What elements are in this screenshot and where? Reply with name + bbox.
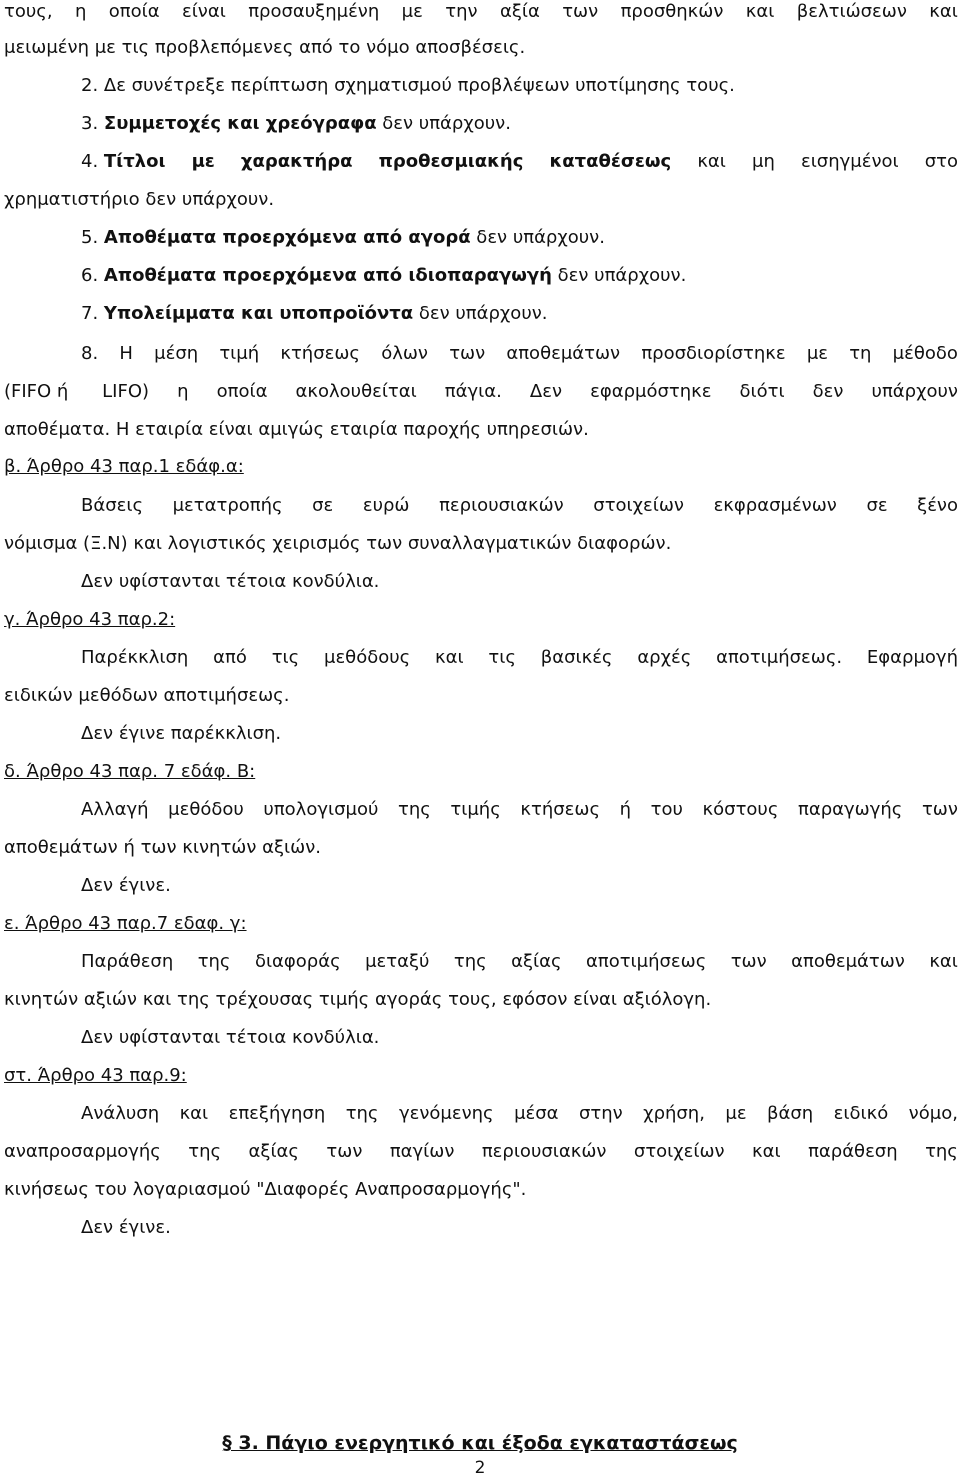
item-8-cont: αποθέματα. Η εταιρία είναι αμιγώς εταιρία παροχής υπηρεσιών. [4,419,589,440]
item-4-cont: χρηματιστήριο δεν υπάρχουν. [4,189,275,210]
section-epsilon-answer: Δεν υφίστανται τέτοια κονδύλια. [81,1027,380,1048]
item-5: 5. Αποθέματα προερχόμενα από αγορά δεν υπάρχουν. [81,227,605,248]
item-2: 2. Δε συνέτρεξε περίπτωση σχηματισμού προβλέψεων υποτίμησης τους. [81,75,735,96]
section-delta-answer: Δεν έγινε. [81,875,171,896]
section-gamma-text: ειδικών μεθόδων αποτιμήσεως. [4,685,290,706]
section-gamma-answer: Δεν έγινε παρέκκλιση. [81,723,282,744]
section-gamma-heading: γ. Άρθρο 43 παρ.2: [4,609,176,630]
item-4: 4. Τίτλοι με χαρακτήρα προθεσμιακής καταθέσεως και μη εισηγμένοι στο [81,151,958,172]
section-delta-heading: δ. Άρθρο 43 παρ. 7 εδάφ. Β: [4,761,256,782]
section-st-text: κινήσεως του λογαριασμού "Διαφορές Αναπροσαρμογής". [4,1179,527,1200]
item-8-cont: (FIFO ή LIFO) η οποία ακολουθείται πάγια. Δεν εφαρμόστηκε διότι δεν υπάρχουν [4,381,958,402]
section-st-heading: στ. Άρθρο 43 παρ.9: [4,1065,187,1086]
item-7: 7. Υπολείμματα και υποπροϊόντα δεν υπάρχουν. [81,303,548,324]
section-heading: § 3. Πάγιο ενεργητικό και έξοδα εγκαταστάσεως [222,1432,738,1454]
section-beta-answer: Δεν υφίστανται τέτοια κονδύλια. [81,571,380,592]
section-st-text: αναπροσαρμογής της αξίας των παγίων περιουσιακών στοιχείων και παράθεση της [4,1141,958,1162]
section-epsilon-heading: ε. Άρθρο 43 παρ.7 εδαφ. γ: [4,913,247,934]
paragraph-line: μειωμένη με τις προβλεπόμενες από το νόμο αποσβέσεις. [4,37,526,58]
section-epsilon-text: Παράθεση της διαφοράς μεταξύ της αξίας αποτιμήσεως των αποθεμάτων και [81,951,958,972]
page-number: 2 [474,1458,486,1478]
item-6: 6. Αποθέματα προερχόμενα από ιδιοπαραγωγή δεν υπάρχουν. [81,265,687,286]
paragraph-line: τους, η οποία είναι προσαυξημένη με την αξία των προσθηκών και βελτιώσεων και [4,1,958,22]
section-delta-text: αποθεμάτων ή των κινητών αξιών. [4,837,321,858]
section-beta-text: νόμισμα (Ξ.Ν) και λογιστικός χειρισμός των συναλλαγματικών διαφορών. [4,533,672,554]
section-st-answer: Δεν έγινε. [81,1217,171,1238]
item-8: 8. Η μέση τιμή κτήσεως όλων των αποθεμάτων προσδιορίστηκε με τη μέθοδο [81,343,958,364]
section-delta-text: Αλλαγή μεθόδου υπολογισμού της τιμής κτήσεως ή του κόστους παραγωγής των [81,799,958,820]
item-3: 3. Συμμετοχές και χρεόγραφα δεν υπάρχουν. [81,113,511,134]
section-gamma-text: Παρέκκλιση από τις μεθόδους και τις βασικές αρχές αποτιμήσεως. Εφαρμογή [81,647,958,668]
section-beta-text: Βάσεις μετατροπής σε ευρώ περιουσιακών στοιχείων εκφρασμένων σε ξένο [81,495,958,516]
section-beta-heading: β. Άρθρο 43 παρ.1 εδάφ.α: [4,456,244,477]
section-st-text: Ανάλυση και επεξήγηση της γενόμενης μέσα στην χρήση, με βάση ειδικό νόμο, [81,1103,958,1124]
section-epsilon-text: κινητών αξιών και της τρέχουσας τιμής αγοράς τους, εφόσον είναι αξιόλογη. [4,989,712,1010]
